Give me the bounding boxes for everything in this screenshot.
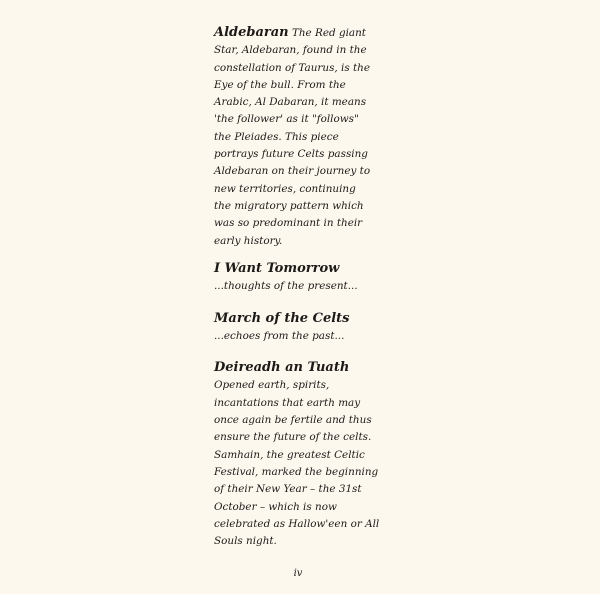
entry-line: Samhain, the greatest Celtic xyxy=(214,448,365,461)
entry-title: I Want Tomorrow xyxy=(214,260,340,276)
entry-line: the Pleiades. This piece xyxy=(214,130,339,143)
entry-deireadh-an-tuath xyxy=(214,359,384,550)
entry-line: Arabic, Al Dabaran, it means xyxy=(214,96,367,109)
entry-line: ...echoes from the past... xyxy=(214,330,345,343)
entry-line: October – which is now xyxy=(214,500,337,513)
entry-line: once again be fertile and thus xyxy=(214,414,372,427)
entry-title: March of the Celts xyxy=(214,311,350,327)
entry-aldebaran xyxy=(214,24,384,250)
entry-first-line xyxy=(214,24,384,42)
entry-line: ...thoughts of the present... xyxy=(214,279,358,292)
entry-line: early history. xyxy=(214,234,283,247)
entry-title: Aldebaran xyxy=(214,25,289,40)
entry-line: incantations that earth may xyxy=(214,396,361,409)
text-column xyxy=(214,24,384,550)
entry-march-of-the-celts xyxy=(214,310,384,345)
entry-line: new territories, continuing xyxy=(214,182,356,195)
entry-line: Star, Aldebaran, found in the xyxy=(214,44,367,57)
spacer xyxy=(214,295,384,310)
entry-line: the migratory pattern which xyxy=(214,199,364,212)
entry-line: ensure the future of the celts. xyxy=(214,431,372,444)
entry-line: Aldebaran on their journey to xyxy=(214,165,371,178)
spacer xyxy=(214,250,384,260)
entry-line: celebrated as Hallow'een or All xyxy=(214,517,380,530)
entry-line: was so predominant in their xyxy=(214,217,363,230)
entry-line: portrays future Celts passing xyxy=(214,148,368,161)
entry-line: Festival, marked the beginning xyxy=(214,465,379,478)
entry-i-want-tomorrow xyxy=(214,260,384,295)
entry-line: Opened earth, spirits, xyxy=(214,379,330,392)
entry-line: of their New Year – the 31st xyxy=(214,483,362,496)
page-number: iv xyxy=(293,568,303,579)
spacer xyxy=(214,345,384,359)
entry-line: constellation of Taurus, is the xyxy=(214,61,371,74)
entry-title: Deireadh an Tuath xyxy=(214,360,350,376)
entry-line: 'the follower' as it "follows" xyxy=(214,113,359,126)
entry-first-line-text: The Red giant xyxy=(291,27,366,39)
entry-line: Souls night. xyxy=(214,535,277,548)
entry-line: Eye of the bull. From the xyxy=(214,78,346,91)
